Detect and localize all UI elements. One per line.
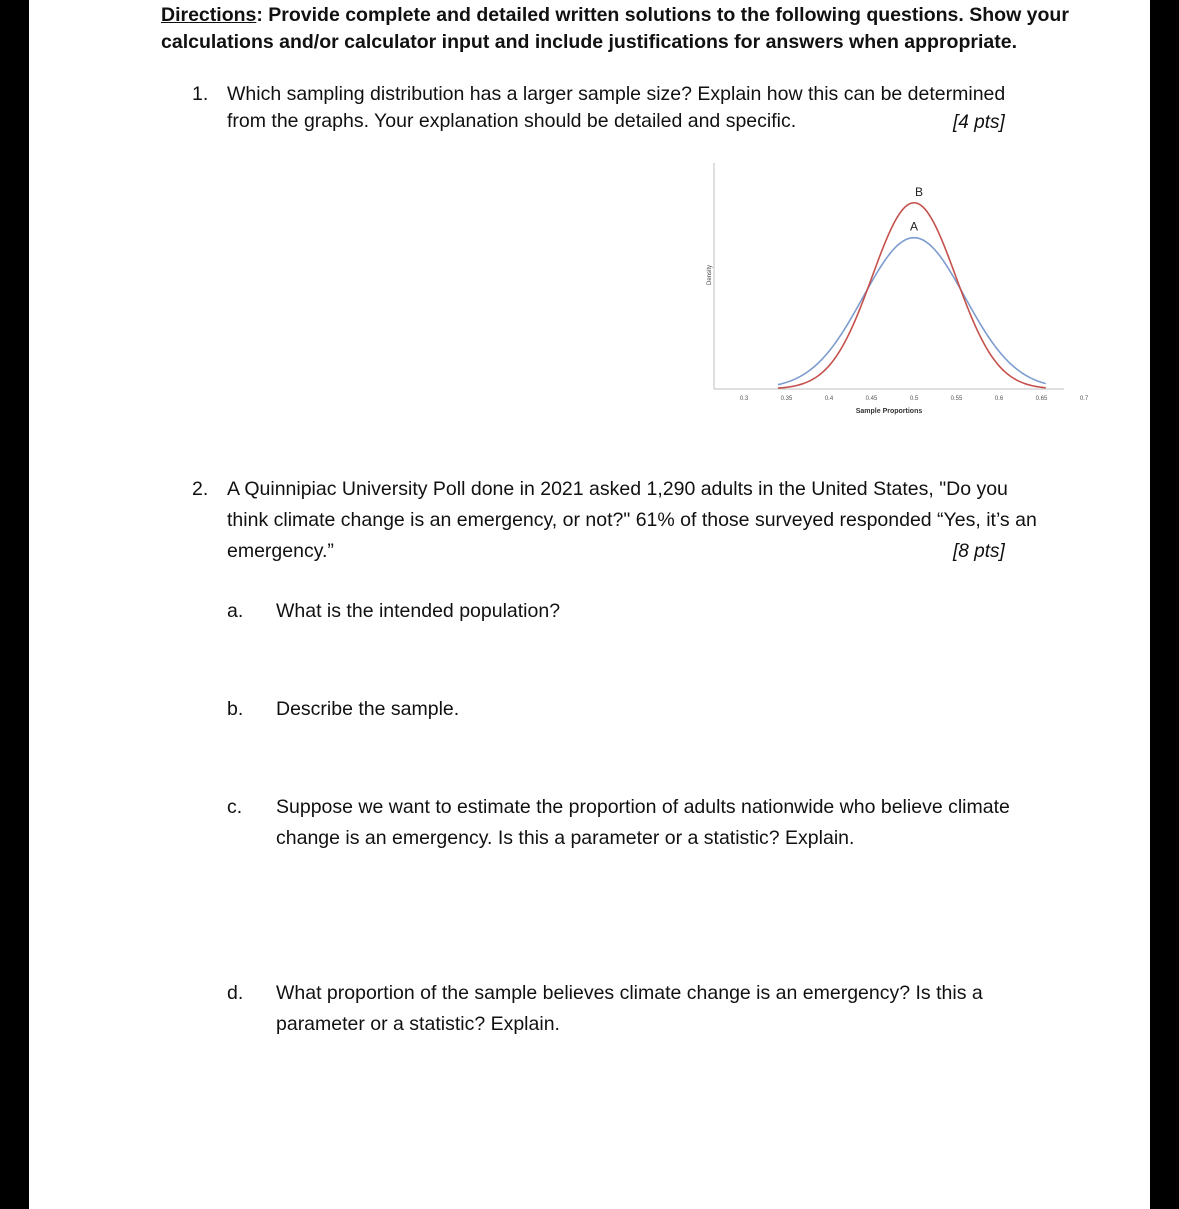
x-tick-label: 0.5	[909, 396, 919, 402]
q1-number: 1.	[192, 83, 209, 105]
curve-a	[778, 238, 1046, 385]
q2-points: [8 pts]	[953, 541, 1005, 562]
y-axis-label: Density	[707, 264, 713, 286]
part-a-text: What is the intended population?	[276, 600, 561, 622]
q2-line2: think climate change is an emergency, or not?" 61% of those surveyed responded “Yes, it’s an	[227, 509, 1037, 531]
part-b-text: Describe the sample.	[276, 698, 460, 720]
part-b-letter: b.	[227, 698, 244, 720]
sampling-distribution-chart	[689, 155, 1089, 425]
q1-points: [4 pts]	[953, 112, 1005, 133]
q2-line3: emergency.”	[227, 540, 334, 562]
q1-line1: Which sampling distribution has a larger sample size? Explain how this can be determined	[227, 83, 1006, 105]
part-d-line2: parameter or a statistic? Explain.	[276, 1013, 560, 1035]
x-tick-label: 0.7	[1079, 396, 1089, 402]
q2-number: 2.	[192, 478, 209, 500]
x-tick-label: 0.3	[739, 396, 749, 402]
q1-line2: from the graphs. Your explanation should be detailed and specific.	[227, 110, 797, 132]
x-tick-label: 0.45	[865, 396, 878, 402]
x-tick-labels	[740, 396, 1089, 402]
part-c-letter: c.	[227, 796, 243, 818]
x-tick-label: 0.4	[824, 396, 834, 402]
x-tick-label: 0.55	[950, 396, 963, 402]
x-tick-label: 0.6	[994, 396, 1004, 402]
q2-line1: A Quinnipiac University Poll done in 2021 asked 1,290 adults in the United States, "Do you	[227, 478, 1008, 500]
curves	[778, 185, 1046, 388]
directions-text: : Provide complete and detailed written solutions to the following questions. Show your calculations and/or calculator input and include justifications for answers when appropriate.	[161, 4, 1069, 53]
part-a-letter: a.	[227, 600, 244, 622]
part-c-line2: change is an emergency. Is this a parameter or a statistic? Explain.	[276, 827, 855, 849]
worksheet-page	[29, 0, 1150, 1209]
part-d-line1: What proportion of the sample believes climate change is an emergency? Is this a	[276, 982, 983, 1004]
part-d-letter: d.	[227, 982, 244, 1004]
curve-b-label: B	[914, 184, 924, 199]
part-c-line1: Suppose we want to estimate the proportion of adults nationwide who believe climate	[276, 796, 1010, 818]
directions-label: Directions	[161, 4, 257, 26]
x-axis-label: Sample Proportions	[855, 408, 923, 415]
x-tick-label: 0.35	[780, 396, 793, 402]
directions	[161, 2, 1121, 56]
curve-a-label: A	[909, 219, 919, 234]
x-tick-label: 0.65	[1035, 396, 1048, 402]
